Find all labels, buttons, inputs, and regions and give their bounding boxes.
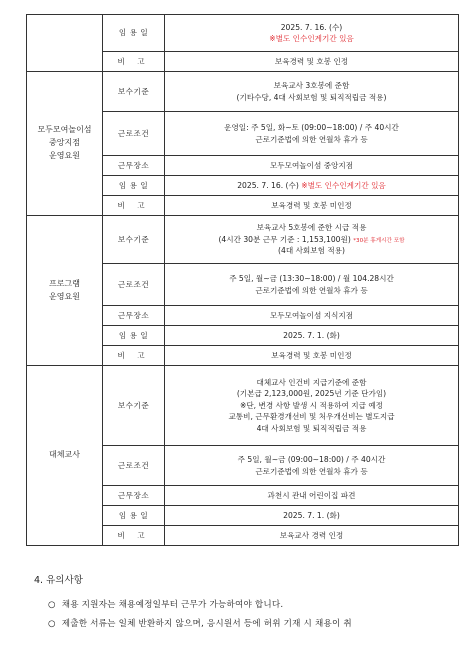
pay-line: 4대 사회보험 및 퇴직적립금 적용 [256, 423, 367, 433]
category-line: 모두모여놀이섬 [37, 125, 92, 135]
place-value: 모두모여놀이섬 중앙지점 [165, 156, 459, 176]
table-row [27, 216, 459, 264]
note-label: 비 고 [103, 346, 165, 366]
list-item [48, 617, 352, 629]
circle-bullet-icon: ○ [48, 619, 56, 629]
category-line: 대체교사 [49, 450, 80, 460]
pay-label: 보수기준 [103, 366, 165, 446]
category-cell-substitute [27, 366, 103, 546]
category-line: 중앙지점 [49, 138, 80, 148]
pay-line-text: (4시간 30분 근무 기준 : 1,153,100원) [218, 234, 351, 244]
pay-line [167, 234, 456, 245]
place-value: 과천시 관내 어린이집 파견 [165, 486, 459, 506]
table-row [27, 72, 459, 112]
work-line: 근로기준법에 의한 연월차 휴가 등 [255, 134, 368, 144]
place-label: 근무장소 [103, 156, 165, 176]
pay-line-note: *30분 휴게시간 포함 [353, 237, 405, 244]
place-label: 근무장소 [103, 486, 165, 506]
date-note: ※별도 인수인계기간 있음 [301, 180, 386, 190]
pay-line: (기본급 2,123,000원, 2025년 기준 단가임) [236, 389, 387, 399]
note-text: 제출한 서류는 일체 반환하지 않으며, 응시원서 등에 허위 기재 시 채용이 취 [61, 619, 352, 629]
work-line: 근로기준법에 의한 연월차 휴가 등 [255, 285, 368, 295]
note-value: 보육경력 및 호봉 미인정 [165, 346, 459, 366]
table-row [27, 366, 459, 446]
category-line: 운영요원 [49, 150, 80, 160]
pay-line: ※단, 변경 사항 발생 시 적용하여 지급 예정 [239, 400, 384, 410]
pay-line: (기타수당, 4대 사회보험 및 퇴직적립금 적용) [236, 92, 387, 102]
pay-line: 보육교사 5호봉에 준한 시급 적용 [256, 223, 367, 233]
pay-cell [165, 366, 459, 446]
note-label: 비 고 [103, 196, 165, 216]
category-cell-continued [27, 15, 103, 72]
date-label: 임 용 일 [103, 15, 165, 52]
note-value: 보육경력 및 호봉 미인정 [165, 196, 459, 216]
category-line: 프로그램 [49, 278, 80, 288]
note-text: 채용 지원자는 채용예정일부터 근무가 가능하여야 합니다. [61, 600, 284, 610]
date-cell [165, 176, 459, 196]
circle-bullet-icon: ○ [48, 600, 56, 610]
work-line: 주 5일, 월~금 (13:30~18:00) / 월 104.28시간 [229, 274, 394, 284]
date-value: 2025. 7. 16. (수) [237, 180, 299, 190]
date-cell [165, 15, 459, 52]
note-label: 비 고 [103, 52, 165, 72]
work-line: 주 5일, 월~금 (09:00~18:00) / 주 40시간 [237, 455, 386, 465]
date-label: 임 용 일 [103, 326, 165, 346]
category-cell-program [27, 216, 103, 366]
work-cell [165, 446, 459, 486]
note-value: 보육교사 경력 인정 [165, 526, 459, 546]
pay-line: 보육교사 3호봉에 준함 [273, 81, 350, 91]
place-label: 근무장소 [103, 306, 165, 326]
category-line: 운영요원 [49, 291, 80, 301]
section-title: 4. 유의사항 [34, 575, 83, 586]
pay-line: 대체교사 인건비 지급기준에 준함 [256, 378, 367, 388]
work-line: 운영일: 주 5일, 화~토 (09:00~18:00) / 주 40시간 [224, 123, 399, 133]
category-cell-central [27, 72, 103, 216]
pay-cell [165, 216, 459, 264]
date-value: 2025. 7. 16. (수) [280, 22, 343, 32]
date-value: 2025. 7. 1. (화) [165, 326, 459, 346]
pay-line: (4대 사회보험 적용) [278, 246, 345, 256]
recruitment-conditions-table [26, 14, 459, 546]
pay-label: 보수기준 [103, 216, 165, 264]
pay-line: 교통비, 근무환경개선비 및 처우개선비는 별도지급 [228, 412, 395, 422]
date-note: ※별도 인수인계기간 있음 [269, 34, 354, 43]
date-value: 2025. 7. 1. (화) [165, 506, 459, 526]
table-row [27, 15, 459, 52]
date-label: 임 용 일 [103, 176, 165, 196]
place-value: 모두모여놀이섬 지식지점 [165, 306, 459, 326]
work-line: 근로기준법에 의한 연월차 휴가 등 [255, 466, 368, 476]
work-label: 근로조건 [103, 446, 165, 486]
pay-label: 보수기준 [103, 72, 165, 112]
work-label: 근로조건 [103, 264, 165, 306]
pay-cell [165, 72, 459, 112]
date-label: 임 용 일 [103, 506, 165, 526]
work-cell [165, 264, 459, 306]
work-label: 근로조건 [103, 112, 165, 156]
list-item [48, 598, 283, 610]
work-cell [165, 112, 459, 156]
note-label: 비 고 [103, 526, 165, 546]
note-value: 보육경력 및 호봉 인정 [165, 52, 459, 72]
